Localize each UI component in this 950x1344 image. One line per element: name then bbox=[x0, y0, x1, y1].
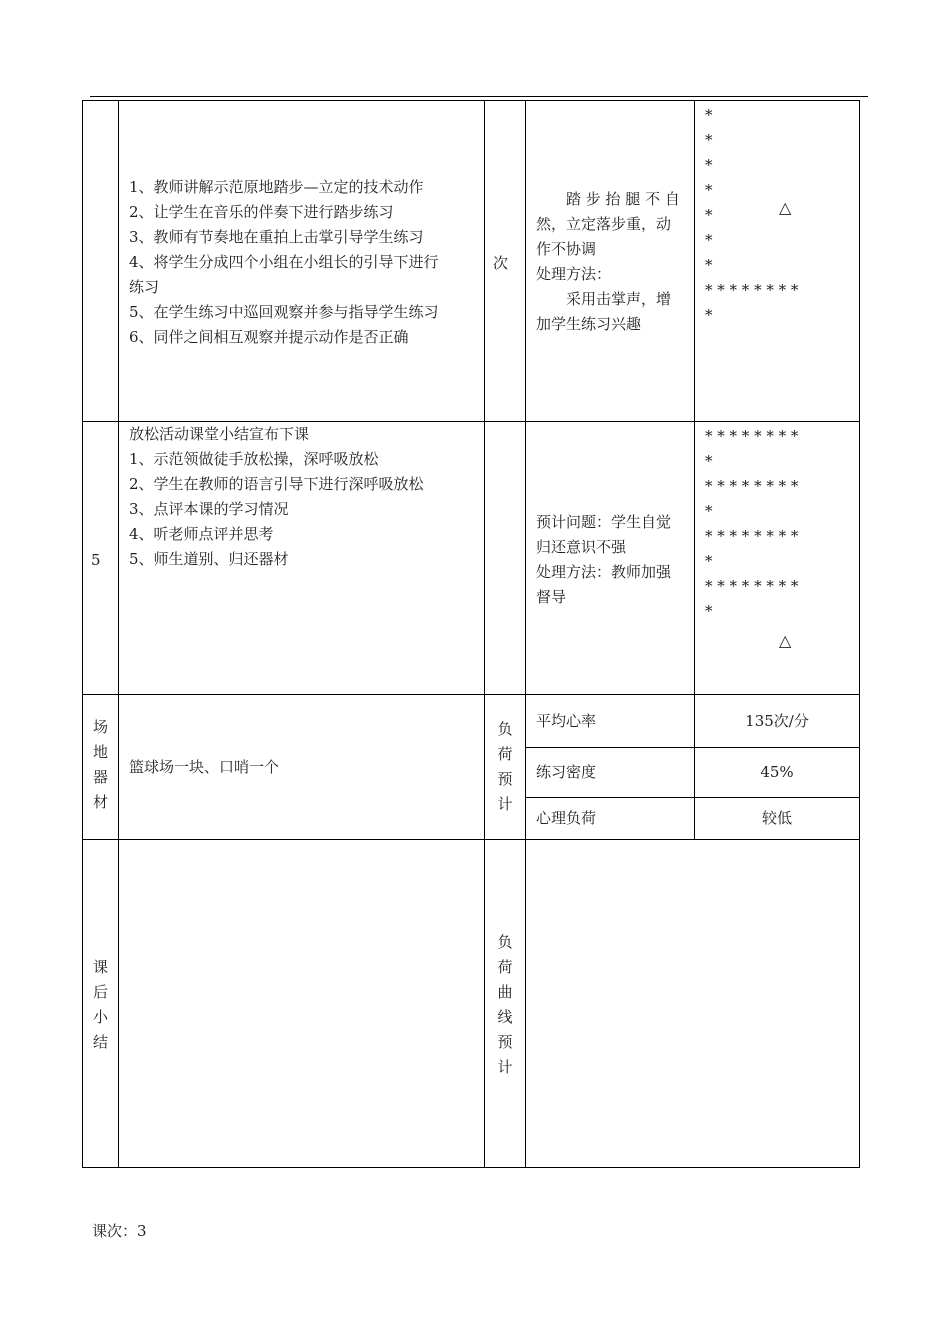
star-row: * bbox=[705, 206, 713, 224]
row2-problem-line: 预计问题：学生自觉 bbox=[536, 513, 672, 531]
metric-value-cell bbox=[694, 747, 860, 798]
row2-count-cell bbox=[484, 421, 526, 695]
metric-name: 心理负荷 bbox=[536, 809, 597, 827]
row2-formation bbox=[705, 424, 798, 624]
curve-label-char: 计 bbox=[497, 1058, 513, 1076]
load-label-cell bbox=[484, 694, 526, 840]
curve-label-char: 负 bbox=[497, 933, 513, 951]
row1-problem-line: 作不协调 bbox=[536, 240, 597, 258]
row1-line: 4、将学生分成四个小组在小组长的引导下进行 bbox=[129, 253, 439, 271]
metric-value-cell bbox=[694, 797, 860, 840]
row1-content-cell bbox=[118, 100, 485, 422]
row2-line: 放松活动课堂小结宣布下课 bbox=[129, 425, 310, 443]
curve-label-char: 荷 bbox=[497, 958, 513, 976]
metric-value: 较低 bbox=[761, 809, 792, 827]
summary-label-char: 后 bbox=[92, 983, 108, 1001]
row1-problem-line: 踏 步 抬 腿 不 自 bbox=[536, 190, 680, 208]
row2-line: 2、学生在教师的语言引导下进行深呼吸放松 bbox=[129, 475, 424, 493]
row1-formation-cell bbox=[694, 100, 860, 422]
star-row: * bbox=[705, 256, 713, 274]
star-row: * bbox=[705, 502, 713, 520]
load-label-char: 预 bbox=[497, 770, 513, 788]
lesson-number: 课次：3 bbox=[92, 1222, 147, 1240]
venue-label-char: 器 bbox=[92, 768, 108, 786]
row1-problem-line: 然，立定落步重，动 bbox=[536, 215, 672, 233]
venue-label-char: 材 bbox=[92, 793, 108, 811]
row1-problem-cell bbox=[525, 100, 695, 422]
row1-problem-line: 采用击掌声，增 bbox=[536, 290, 672, 308]
row2-problem-line: 归还意识不强 bbox=[536, 538, 627, 556]
star-row: * * * * * * * * bbox=[705, 477, 799, 495]
metric-value: 45% bbox=[760, 763, 794, 781]
star-row: * bbox=[705, 231, 713, 249]
summary-label-char: 结 bbox=[92, 1033, 108, 1051]
metric-name-cell bbox=[525, 694, 695, 748]
metric-name: 平均心率 bbox=[536, 712, 597, 730]
row1-number-cell bbox=[82, 100, 119, 422]
star-row: * bbox=[705, 306, 713, 324]
row2-line: 1、示范领做徒手放松操，深呼吸放松 bbox=[129, 450, 379, 468]
row1-line: 6、同伴之间相互观察并提示动作是否正确 bbox=[129, 328, 409, 346]
venue-content: 篮球场一块、口哨一个 bbox=[129, 758, 280, 776]
teacher-triangle-icon: △ bbox=[779, 631, 792, 650]
load-label-char: 计 bbox=[497, 795, 513, 813]
star-row: * bbox=[705, 552, 713, 570]
metric-name: 练习密度 bbox=[536, 763, 597, 781]
row2-problem-line: 处理方法：教师加强 bbox=[536, 563, 672, 581]
row2-problem-line: 督导 bbox=[536, 588, 567, 606]
summary-content-cell bbox=[118, 839, 485, 1168]
row1-line: 3、教师有节奏地在重拍上击掌引导学生练习 bbox=[129, 228, 424, 246]
row2-content-cell bbox=[118, 421, 485, 695]
venue-label-cell bbox=[82, 694, 119, 840]
row2-problem-cell bbox=[525, 421, 695, 695]
header-rule bbox=[90, 96, 868, 97]
row2-number: 5 bbox=[91, 551, 101, 569]
row2-line: 4、听老师点评并思考 bbox=[129, 525, 274, 543]
row1-line: 1、教师讲解示范原地踏步—立定的技术动作 bbox=[129, 178, 424, 196]
metric-name-cell bbox=[525, 797, 695, 840]
star-row: * * * * * * * * bbox=[705, 427, 799, 445]
star-row: * bbox=[705, 131, 713, 149]
star-row: * bbox=[705, 156, 713, 174]
curve-label-cell bbox=[484, 839, 526, 1168]
row1-line: 2、让学生在音乐的伴奏下进行踏步练习 bbox=[129, 203, 394, 221]
curve-label-char: 曲 bbox=[497, 983, 513, 1001]
row1-problem-line: 处理方法： bbox=[536, 265, 612, 283]
row2-line: 3、点评本课的学习情况 bbox=[129, 500, 289, 518]
summary-label-cell bbox=[82, 839, 119, 1168]
row1-count: 次 bbox=[493, 254, 509, 272]
row2-line: 5、师生道别、归还器材 bbox=[129, 550, 289, 568]
star-row: * bbox=[705, 452, 713, 470]
row1-problem-line: 加学生练习兴趣 bbox=[536, 315, 642, 333]
load-label-char: 负 bbox=[497, 720, 513, 738]
venue-label-char: 场 bbox=[92, 718, 108, 736]
summary-label-char: 小 bbox=[92, 1008, 108, 1026]
metric-name-cell bbox=[525, 747, 695, 798]
row1-count-cell bbox=[484, 100, 526, 422]
row1-line: 5、在学生练习中巡回观察并参与指导学生练习 bbox=[129, 303, 439, 321]
star-row: * * * * * * * * bbox=[705, 527, 799, 545]
star-row: * bbox=[705, 602, 713, 620]
row1-line: 练习 bbox=[129, 278, 160, 296]
summary-label-char: 课 bbox=[92, 958, 108, 976]
star-row: * * * * * * * * bbox=[705, 577, 799, 595]
load-label-char: 荷 bbox=[497, 745, 513, 763]
row2-formation-cell bbox=[694, 421, 860, 695]
curve-content-cell bbox=[525, 839, 860, 1168]
curve-label-char: 线 bbox=[497, 1008, 513, 1026]
venue-label-char: 地 bbox=[92, 743, 108, 761]
star-row: * bbox=[705, 106, 713, 124]
row2-number-cell bbox=[82, 421, 119, 695]
star-row: * bbox=[705, 181, 713, 199]
metric-value-cell bbox=[694, 694, 860, 748]
teacher-triangle-icon: △ bbox=[779, 198, 792, 217]
curve-label-char: 预 bbox=[497, 1033, 513, 1051]
star-row: * * * * * * * * bbox=[705, 281, 799, 299]
venue-content-cell bbox=[118, 694, 485, 840]
metric-value: 135次/分 bbox=[745, 712, 809, 730]
